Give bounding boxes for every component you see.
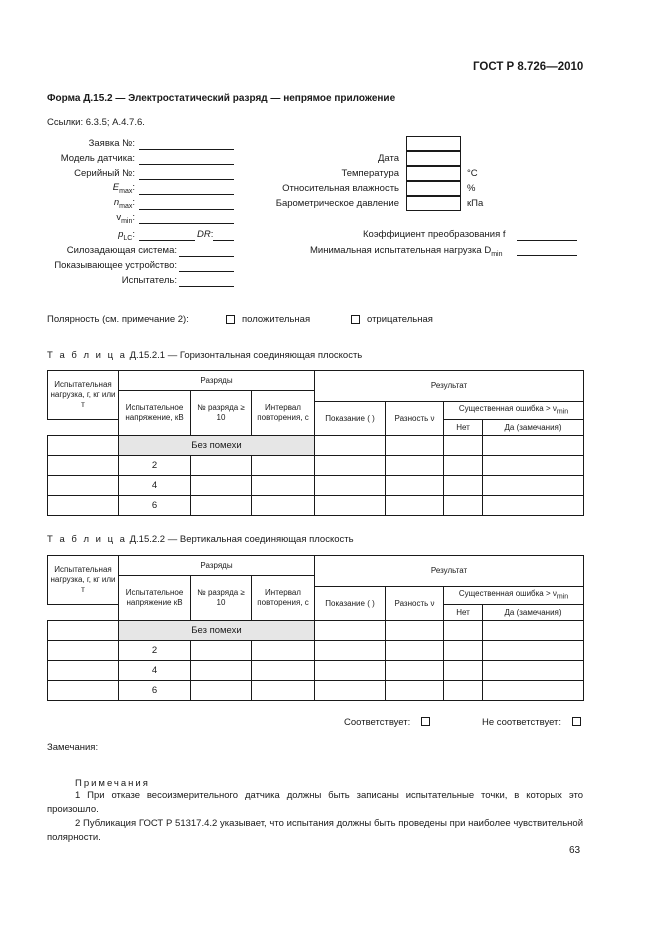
- table-cell[interactable]: [252, 661, 315, 681]
- complies-checkbox[interactable]: [421, 717, 430, 726]
- humidity-box[interactable]: [406, 181, 461, 196]
- v-min-label: $v_{min}$:: [116, 212, 135, 225]
- table-cell[interactable]: [315, 661, 386, 681]
- table-cell[interactable]: [386, 661, 444, 681]
- no-header: Нет: [444, 420, 483, 436]
- negative-checkbox[interactable]: [351, 315, 360, 324]
- voltage-header: Испытательное напряжение, кВ: [119, 391, 191, 436]
- discharge-no-header: № разряда ≥ 10: [191, 391, 252, 436]
- polarity-label: Полярность (см. примечание 2):: [47, 314, 189, 325]
- table-cell[interactable]: [48, 436, 119, 456]
- v-min-field[interactable]: [139, 223, 234, 224]
- sensor-model-field[interactable]: [139, 164, 234, 165]
- sig-error-header: Существенная ошибка > $\nu_{min}$: [444, 402, 584, 420]
- table-cell[interactable]: [315, 456, 386, 476]
- page-number: 63: [569, 845, 581, 856]
- table-cell[interactable]: [48, 476, 119, 496]
- e-max-label: $E_{max}$:: [112, 182, 135, 195]
- conv-coef-label: Коэффициент преобразования f: [363, 229, 506, 240]
- table-cell[interactable]: [444, 681, 483, 701]
- table-cell[interactable]: [315, 476, 386, 496]
- voltage-cell: 2: [119, 456, 191, 476]
- table-cell[interactable]: [386, 496, 444, 516]
- n-max-field[interactable]: [139, 209, 234, 210]
- table-cell[interactable]: [315, 621, 386, 641]
- positive-checkbox[interactable]: [226, 315, 235, 324]
- dr-label: DR:: [197, 229, 214, 240]
- table-cell[interactable]: [444, 476, 483, 496]
- voltage-header: Испытательное напряжение кВ: [119, 576, 191, 621]
- humidity-unit: %: [467, 183, 476, 194]
- table-cell[interactable]: [252, 476, 315, 496]
- indicator-label: Показывающее устройство:: [54, 260, 177, 271]
- reading-header: Показание ( ): [315, 402, 386, 436]
- complies-label: Соответствует:: [344, 717, 411, 728]
- table-cell[interactable]: [252, 641, 315, 661]
- note-2: 2 Публикация ГОСТ Р 51317.4.2 указывает, что испытания должны быть проведены при наиболее чувствительной полярности.: [47, 818, 583, 843]
- voltage-cell: 4: [119, 661, 191, 681]
- table-cell[interactable]: [315, 641, 386, 661]
- table-cell[interactable]: [483, 641, 584, 661]
- not-complies-label: Не соответствует:: [482, 717, 562, 728]
- table-cell[interactable]: [386, 436, 444, 456]
- table-cell[interactable]: [252, 681, 315, 701]
- negative-label: отрицательная: [367, 314, 433, 325]
- table-cell[interactable]: [48, 496, 119, 516]
- table-cell[interactable]: [386, 681, 444, 701]
- table-cell[interactable]: [444, 456, 483, 476]
- table-cell[interactable]: [315, 496, 386, 516]
- temperature-unit: °С: [467, 168, 478, 179]
- references: Ссылки: 6.3.5; А.4.7.6.: [47, 117, 145, 128]
- p-lc-field[interactable]: [139, 240, 195, 241]
- indicator-field[interactable]: [179, 271, 234, 272]
- temperature-label: Температура: [341, 168, 399, 179]
- discharges-header: Разряды: [119, 371, 315, 391]
- difference-header: Разность ν: [386, 587, 444, 621]
- table-cell[interactable]: [483, 661, 584, 681]
- application-label: Заявка №:: [88, 138, 135, 149]
- table-cell[interactable]: [191, 476, 252, 496]
- temperature-box[interactable]: [406, 166, 461, 181]
- min-load-field[interactable]: [517, 255, 577, 256]
- conv-coef-field[interactable]: [517, 240, 577, 241]
- table-cell[interactable]: [191, 661, 252, 681]
- interval-header: Интервал повторения, с: [252, 391, 315, 436]
- load-header: Испытательная нагрузка, г, кг или т: [48, 556, 119, 605]
- table1: [47, 370, 584, 516]
- table-cell[interactable]: [444, 661, 483, 681]
- blank-cell: [48, 605, 119, 621]
- dr-field[interactable]: [213, 240, 234, 241]
- table-cell[interactable]: [48, 661, 119, 681]
- tester-field[interactable]: [179, 286, 234, 287]
- load-system-field[interactable]: [179, 256, 234, 257]
- e-max-field[interactable]: [139, 194, 234, 195]
- voltage-cell: 6: [119, 681, 191, 701]
- pressure-box[interactable]: [406, 196, 461, 211]
- sensor-model-label: Модель датчика:: [60, 153, 135, 164]
- interval-header: Интервал повторения, с: [252, 576, 315, 621]
- table-cell[interactable]: [386, 476, 444, 496]
- table-cell[interactable]: [483, 496, 584, 516]
- discharge-no-header: № разряда ≥ 10: [191, 576, 252, 621]
- humidity-label: Относительная влажность: [282, 183, 399, 194]
- table-cell[interactable]: [48, 621, 119, 641]
- table1-caption: Т а б л и ц а Д.15.2.1 — Горизонтальная соединяющая плоскость: [47, 350, 363, 361]
- voltage-cell: 2: [119, 641, 191, 661]
- no-interference-cell: Без помехи: [119, 621, 315, 641]
- table-cell[interactable]: [386, 456, 444, 476]
- blank-cell: [48, 420, 119, 436]
- table-cell[interactable]: [444, 621, 483, 641]
- table-cell[interactable]: [483, 621, 584, 641]
- table-cell[interactable]: [483, 476, 584, 496]
- no-header: Нет: [444, 605, 483, 621]
- table-cell[interactable]: [252, 456, 315, 476]
- table-cell[interactable]: [444, 641, 483, 661]
- table-cell[interactable]: [444, 436, 483, 456]
- table2: [47, 555, 584, 701]
- serial-label: Серийный №:: [74, 168, 135, 179]
- result-header: Результат: [315, 371, 584, 402]
- load-header: Испытательная нагрузка, г, кг или т: [48, 371, 119, 420]
- table-cell[interactable]: [191, 681, 252, 701]
- p-lc-label: $p_{LC}$:: [118, 229, 135, 242]
- difference-header: Разность ν: [386, 402, 444, 436]
- voltage-cell: 4: [119, 476, 191, 496]
- table-cell[interactable]: [483, 436, 584, 456]
- serial-field[interactable]: [139, 179, 234, 180]
- table2-caption: Т а б л и ц а Д.15.2.2 — Вертикальная соединяющая плоскость: [47, 534, 354, 545]
- table-cell[interactable]: [48, 456, 119, 476]
- positive-label: положительная: [242, 314, 311, 325]
- document-code: ГОСТ Р 8.726—2010: [473, 61, 584, 73]
- not-complies-checkbox[interactable]: [572, 717, 581, 726]
- min-load-label: Минимальная испытательная нагрузка $D_{min}$: [310, 245, 503, 258]
- load-system-label: Силозадающая система:: [66, 245, 177, 256]
- voltage-cell: 6: [119, 496, 191, 516]
- reading-header: Показание ( ): [315, 587, 386, 621]
- table-cell[interactable]: [444, 496, 483, 516]
- table-cell[interactable]: [252, 496, 315, 516]
- tester-label: Испытатель:: [121, 275, 177, 286]
- table-cell[interactable]: [483, 456, 584, 476]
- pressure-label: Барометрическое давление: [275, 198, 399, 209]
- yes-header: Да (замечания): [483, 420, 584, 436]
- application-field[interactable]: [139, 149, 234, 150]
- table-cell[interactable]: [483, 681, 584, 701]
- remarks-label: Замечания:: [47, 742, 99, 753]
- note-1: 1 При отказе весоизмерительного датчика должны быть записаны испытательные точки, в которых это произошло.: [47, 790, 583, 815]
- date-label: Дата: [377, 153, 399, 164]
- date-box[interactable]: [406, 151, 461, 166]
- table-cell[interactable]: [48, 681, 119, 701]
- table-cell[interactable]: [191, 456, 252, 476]
- form-title: Форма Д.15.2 — Электростатический разряд — непрямое приложение: [47, 93, 396, 104]
- table-cell[interactable]: [315, 681, 386, 701]
- sig-error-header: Существенная ошибка > $\nu_{min}$: [444, 587, 584, 605]
- table-cell[interactable]: [386, 621, 444, 641]
- blank-box[interactable]: [406, 136, 461, 151]
- no-interference-cell: Без помехи: [119, 436, 315, 456]
- yes-header: Да (замечания): [483, 605, 584, 621]
- table-cell[interactable]: [315, 436, 386, 456]
- discharges-header: Разряды: [119, 556, 315, 576]
- table-cell[interactable]: [386, 641, 444, 661]
- result-header: Результат: [315, 556, 584, 587]
- table-cell[interactable]: [48, 641, 119, 661]
- table-cell[interactable]: [191, 496, 252, 516]
- pressure-unit: кПа: [467, 198, 484, 209]
- table-cell[interactable]: [191, 641, 252, 661]
- notes-heading: Примечания: [75, 778, 150, 789]
- n-max-label: $n_{max}$:: [113, 197, 135, 210]
